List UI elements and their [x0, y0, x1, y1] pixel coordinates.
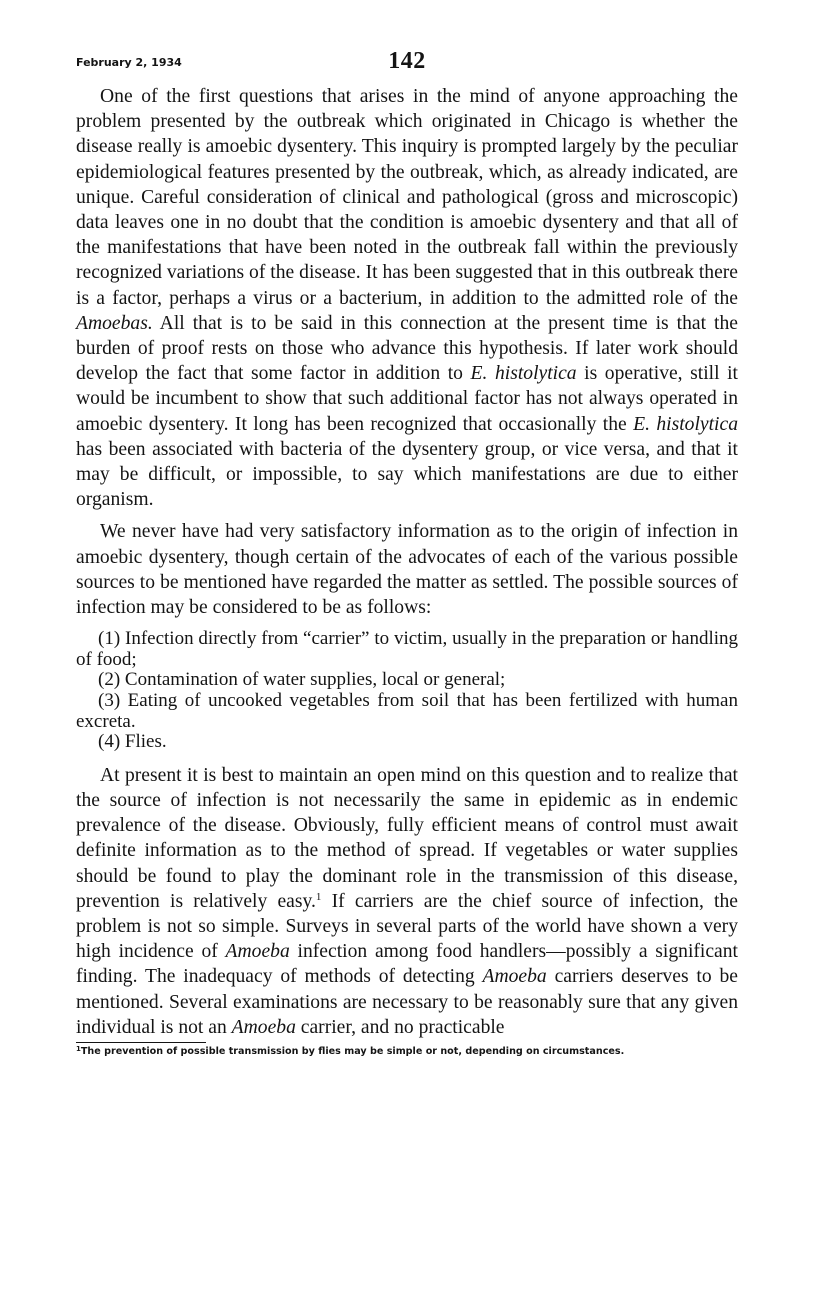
- list-item: (1) Infection directly from “carrier” to victim, usually in the preparation or handling of food;: [76, 628, 738, 670]
- infection-sources-list: [76, 629, 738, 753]
- footnote: [76, 1046, 738, 1057]
- paragraph-diagnosis: One of the first questions that arises in the mind of anyone approaching the problem presented by the outbreak which originated in Chicago is whether the disease really is amoebic dysentery. This inquiry is prompted largely by the peculiar epidemiological features presented by the outbreak, which, as already indicated, are unique. Careful consideration of clinical and pathological (gross and microscopic) data leaves one in no doubt that the condition is amoebic dysentery and that all of the manifestations that have been noted in the outbreak fall within the previously recognized variations of the disease. It has been suggested that in this outbreak there is a factor, perhaps a virus or a bacterium, in addition to the admitted role of the Amoebas. All that is to be said in this connection at the present time is that the burden of proof rests on those who advance this hypothesis. If later work should develop the fact that some factor in addition to E. histolytica is operative, still it would be incumbent to show that such additional factor has not always operated in amoebic dysentery. It long has been recognized that occasionally the E. histolytica has been associated with bacteria of the dysentery group, or vice versa, and that it may be difficult, or impossible, to say which manifestations are due to either organism.: [76, 86, 738, 511]
- page-header: [76, 50, 738, 84]
- list-item: (4) Flies.: [98, 731, 167, 753]
- list-item: (2) Contamination of water supplies, local or general;: [98, 669, 506, 691]
- list-item: (3) Eating of uncooked vegetables from soil that has been fertilized with human excreta.: [76, 690, 738, 732]
- page-number: 142: [388, 48, 426, 74]
- footnote-marker: 1: [76, 1045, 81, 1054]
- paragraph-control: At present it is best to maintain an open mind on this question and to realize that the source of infection is not necessarily the same in epidemic as in endemic prevalence of the disease. Obviously, fully efficient means of control must await definite information as to the method of spread. If vegetables or water supplies should be found to play the dominant role in the transmission of this disease, prevention is relatively easy.$^1$ If carriers are the chief source of infection, the problem is not so simple. Surveys in several parts of the world have shown a very high incidence of Amoeba infection among food handlers—possibly a significant finding. The inadequacy of methods of detecting Amoeba carriers deserves to be mentioned. Several examinations are necessary to be reasonably sure that any given individual is not an Amoeba carrier, and no practicable: [76, 764, 738, 1038]
- issue-date: February 2, 1934: [76, 56, 182, 69]
- footnote-reference: 1: [315, 890, 322, 903]
- footnote-divider: [76, 1042, 206, 1043]
- footnote-text: The prevention of possible transmission by flies may be simple or not, depending on circumstances.: [80, 1046, 625, 1058]
- document-page: [76, 50, 738, 1057]
- paragraph-origin-of-infection: We never have had very satisfactory information as to the origin of infection in amoebic dysentery, though certain of the advocates of each of the various possible sources to be mentioned have regarded the matter as settled. The possible sources of infection may be considered to be as follows:: [76, 521, 738, 619]
